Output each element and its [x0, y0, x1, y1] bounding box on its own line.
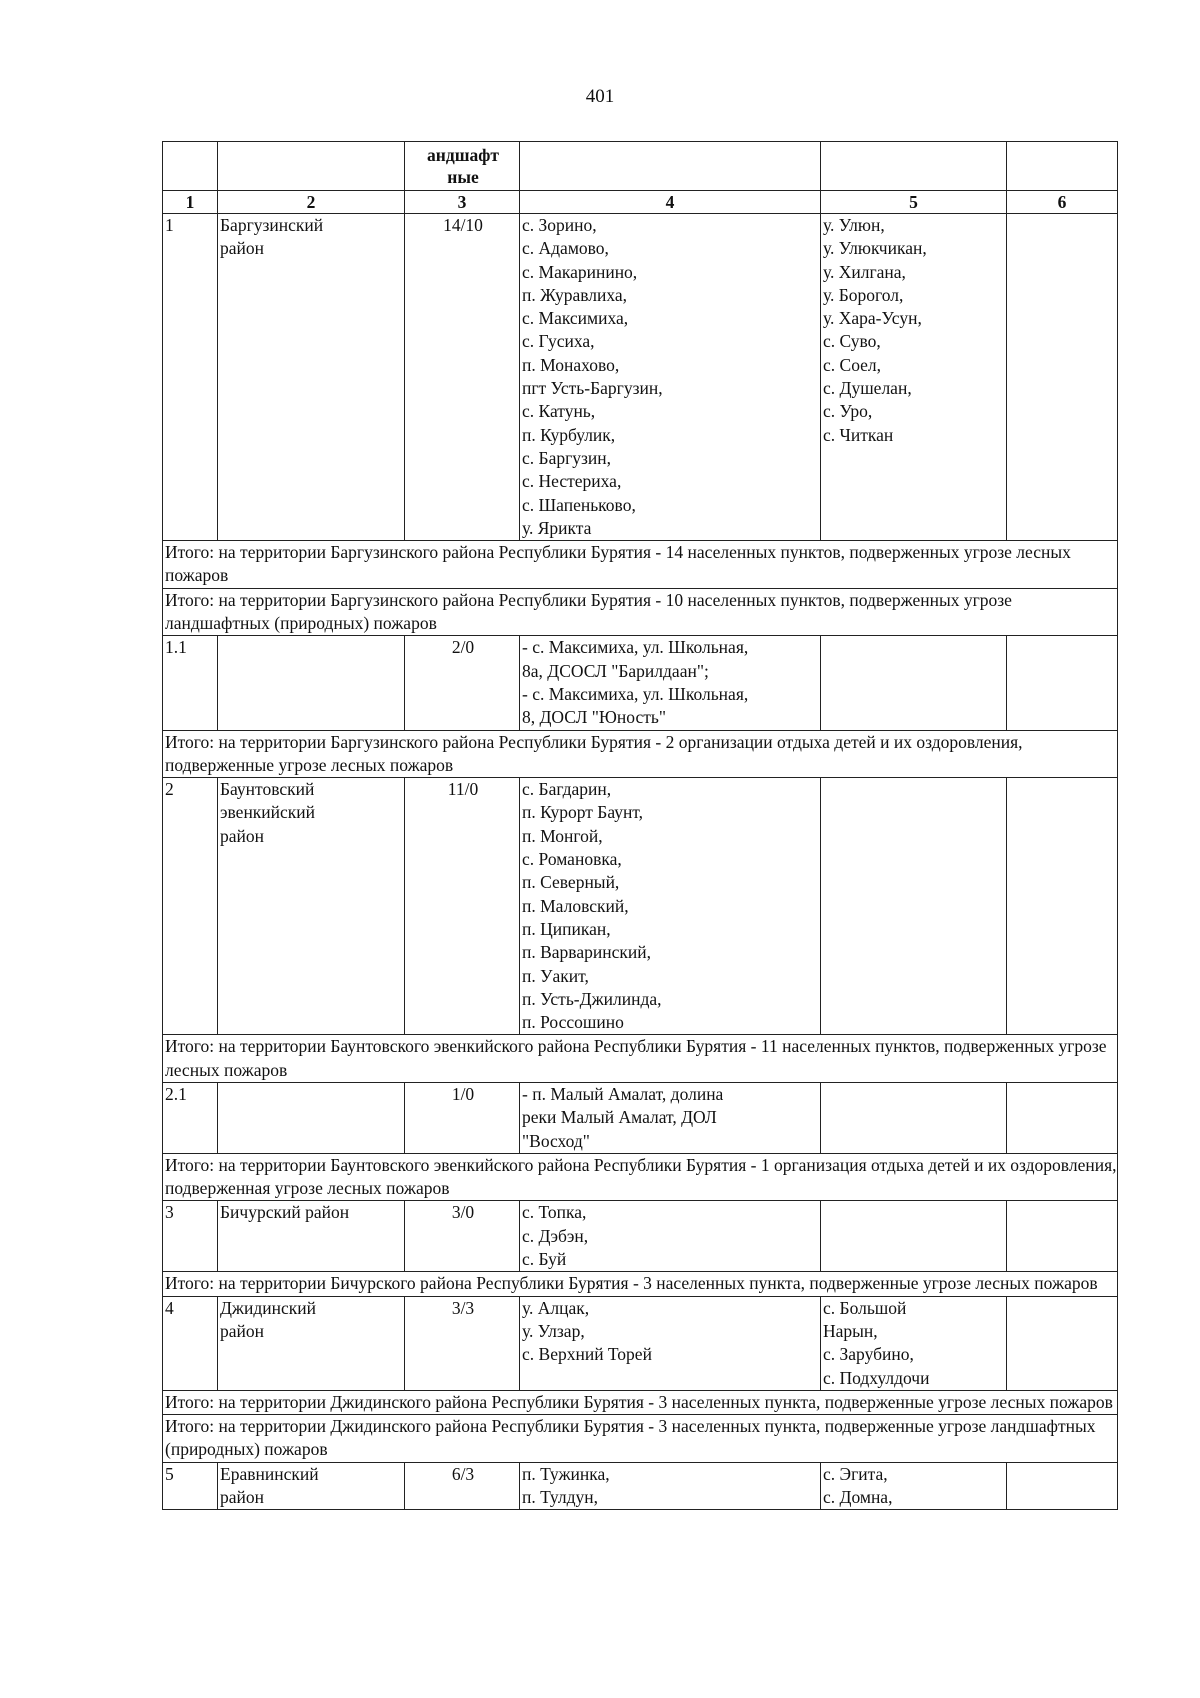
total-text: Итого: на территории Бичурского района Республики Бурятия - 3 населенных пункта, подверженные угрозе лесных пожаров	[163, 1272, 1118, 1296]
settlement-count: 3/3	[405, 1296, 520, 1390]
district-row	[163, 778, 1118, 1035]
header-cell-5	[821, 142, 1007, 191]
landscape-fire-settlements	[821, 1082, 1007, 1153]
landscape-fire-settlements: с. Эгита, с. Домна,	[821, 1462, 1007, 1510]
district-row	[163, 1296, 1118, 1390]
forest-fire-settlements: с. Зорино, с. Адамово, с. Макаринино, п. Журавлиха, с. Максимиха, с. Гусиха, п. Монахово, пгт Усть-Баргузин, с. Катунь, п. Курбулик, с. Баргузин, с. Нестериха, с. Шапеньково, у. Ярикта	[520, 214, 821, 541]
district-name: Джидинский район	[218, 1296, 405, 1390]
settlement-count: 14/10	[405, 214, 520, 541]
total-text: Итого: на территории Баргузинского района Республики Бурятия - 14 населенных пунктов, подверженных угрозе лесных пожаров	[163, 541, 1118, 589]
total-row	[163, 588, 1118, 636]
total-row	[163, 1272, 1118, 1296]
total-row	[163, 541, 1118, 589]
page-number: 401	[585, 86, 615, 107]
header-cell-4	[520, 142, 821, 191]
row-number: 3	[163, 1201, 218, 1272]
row-number: 5	[163, 1462, 218, 1510]
district-row	[163, 1082, 1118, 1153]
column-number: 6	[1007, 191, 1118, 214]
extra-cell	[1007, 214, 1118, 541]
landscape-fire-settlements: с. Большой Нарын, с. Зарубино, с. Подхулдочи	[821, 1296, 1007, 1390]
extra-cell	[1007, 1082, 1118, 1153]
district-row	[163, 636, 1118, 730]
header-cell-3: андшафт ные	[405, 142, 520, 191]
row-number: 1.1	[163, 636, 218, 730]
header-cell-6	[1007, 142, 1118, 191]
district-name: Еравнинский район	[218, 1462, 405, 1510]
extra-cell	[1007, 1201, 1118, 1272]
header-continuation-row	[163, 142, 1118, 191]
forest-fire-settlements: п. Тужинка, п. Тулдун,	[520, 1462, 821, 1510]
forest-fire-settlements: у. Алцак, у. Улзар, с. Верхний Торей	[520, 1296, 821, 1390]
total-text: Итого: на территории Баунтовского эвенкийского района Республики Бурятия - 11 населенных пунктов, подверженных угрозе лесных пожаров	[163, 1035, 1118, 1083]
district-name	[218, 1082, 405, 1153]
extra-cell	[1007, 1462, 1118, 1510]
column-number: 3	[405, 191, 520, 214]
column-number: 4	[520, 191, 821, 214]
settlement-count: 11/0	[405, 778, 520, 1035]
header-cell-1	[163, 142, 218, 191]
total-row	[163, 1390, 1118, 1414]
total-text: Итого: на территории Джидинского района Республики Бурятия - 3 населенных пункта, подверженные угрозе лесных пожаров	[163, 1390, 1118, 1414]
settlement-count: 2/0	[405, 636, 520, 730]
settlement-count: 6/3	[405, 1462, 520, 1510]
settlement-count: 3/0	[405, 1201, 520, 1272]
extra-cell	[1007, 1296, 1118, 1390]
total-row	[163, 1035, 1118, 1083]
landscape-fire-settlements	[821, 1201, 1007, 1272]
total-row	[163, 1153, 1118, 1201]
total-text: Итого: на территории Баргузинского района Республики Бурятия - 2 организации отдыха детей и их оздоровления, подверженные угрозе лесных пожаров	[163, 730, 1118, 778]
column-numbers-row	[163, 191, 1118, 214]
district-row	[163, 1462, 1118, 1510]
landscape-fire-settlements: у. Улюн, у. Улюкчикан, у. Хилгана, у. Борогол, у. Хара-Усун, с. Суво, с. Соел, с. Душелан, с. Уро, с. Читкан	[821, 214, 1007, 541]
forest-fire-settlements: с. Топка, с. Дэбэн, с. Буй	[520, 1201, 821, 1272]
total-text: Итого: на территории Баргузинского района Республики Бурятия - 10 населенных пунктов, подверженных угрозе ландшафтных (природных) пожаров	[163, 588, 1118, 636]
district-name: Баргузинский район	[218, 214, 405, 541]
row-number: 2.1	[163, 1082, 218, 1153]
landscape-fire-settlements	[821, 636, 1007, 730]
total-row	[163, 730, 1118, 778]
row-number: 4	[163, 1296, 218, 1390]
district-row	[163, 1201, 1118, 1272]
district-row	[163, 214, 1118, 541]
landscape-fire-settlements	[821, 778, 1007, 1035]
forest-fire-settlements: - п. Малый Амалат, долина реки Малый Амалат, ДОЛ "Восход"	[520, 1082, 821, 1153]
column-number: 5	[821, 191, 1007, 214]
total-text: Итого: на территории Баунтовского эвенкийского района Республики Бурятия - 1 организация отдыха детей и их оздоровления, подверженная угрозе лесных пожаров	[163, 1153, 1118, 1201]
district-name: Баунтовский эвенкийский район	[218, 778, 405, 1035]
extra-cell	[1007, 636, 1118, 730]
header-cell-2	[218, 142, 405, 191]
row-number: 2	[163, 778, 218, 1035]
total-row	[163, 1415, 1118, 1463]
column-number: 1	[163, 191, 218, 214]
row-number: 1	[163, 214, 218, 541]
total-text: Итого: на территории Джидинского района Республики Бурятия - 3 населенных пункта, подверженные угрозе ландшафтных (природных) пожаров	[163, 1415, 1118, 1463]
district-name: Бичурский район	[218, 1201, 405, 1272]
forest-fire-settlements: с. Багдарин, п. Курорт Баунт, п. Монгой, с. Романовка, п. Северный, п. Маловский, п. Ципикан, п. Варваринский, п. Уакит, п. Усть-Джилинда, п. Россошино	[520, 778, 821, 1035]
column-number: 2	[218, 191, 405, 214]
district-name	[218, 636, 405, 730]
forest-fire-settlements: - с. Максимиха, ул. Школьная, 8а, ДСОСЛ "Барилдаан"; - с. Максимиха, ул. Школьная, 8, ДОСЛ "Юность"	[520, 636, 821, 730]
extra-cell	[1007, 778, 1118, 1035]
settlements-table	[162, 141, 1118, 1510]
settlement-count: 1/0	[405, 1082, 520, 1153]
